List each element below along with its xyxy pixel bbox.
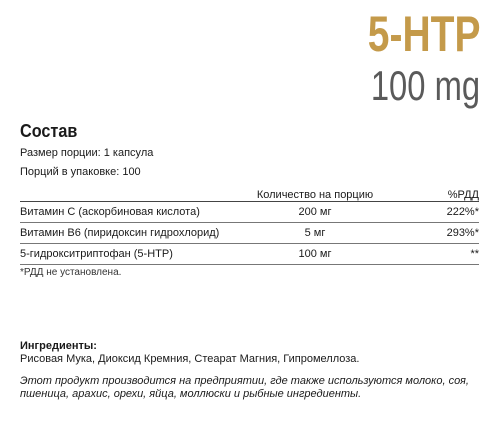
product-name: 5-HTP: [367, 6, 480, 62]
row-name: Витамин С (аскорбиновая кислота): [20, 201, 220, 222]
supplement-facts-table: [20, 184, 479, 265]
serving-size: Размер порции: 1 капсула: [20, 147, 154, 159]
ingredients-heading: Ингредиенты:: [20, 340, 97, 352]
header-rda: %РДД: [410, 184, 479, 201]
table-row: [20, 201, 479, 222]
header-name: [20, 184, 220, 201]
row-name: 5-гидрокситриптофан (5-HTP): [20, 243, 220, 264]
table-row: [20, 243, 479, 264]
row-amount: 5 мг: [220, 222, 410, 243]
rda-footnote: *РДД не установлена.: [20, 267, 122, 278]
table-row: [20, 222, 479, 243]
composition-title: Состав: [20, 121, 78, 141]
allergen-notice: Этот продукт производится на предприятии, где также используются молоко, соя, пшеница, арахис, орехи, яйца, моллюски и рыбные ингредиенты.: [20, 375, 469, 400]
row-rda: 222%*: [410, 201, 479, 222]
row-amount: 100 мг: [220, 243, 410, 264]
product-dose: 100 mg: [370, 62, 480, 109]
row-name: Витамин В6 (пиридоксин гидрохлорид): [20, 222, 220, 243]
row-amount: 200 мг: [220, 201, 410, 222]
row-rda: **: [410, 243, 479, 264]
header-amount: Количество на порцию: [220, 184, 410, 201]
table-header-row: [20, 184, 479, 201]
ingredients-list: Рисовая Мука, Диоксид Кремния, Стеарат Магния, Гипромеллоза.: [20, 353, 360, 365]
row-rda: 293%*: [410, 222, 479, 243]
servings-per-container: Порций в упаковке: 100: [20, 166, 141, 178]
